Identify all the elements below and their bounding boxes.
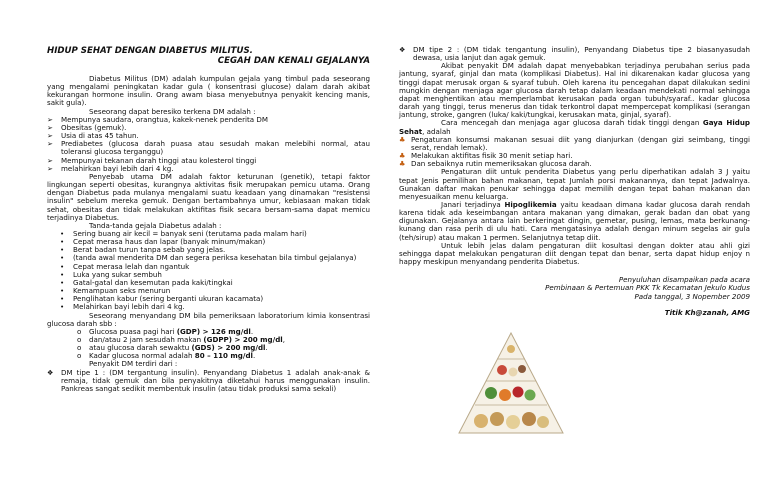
lab-values-list: [47, 328, 370, 361]
list-item-text: Dan sebaiknya rutin memeriksakan glucosa darah.: [411, 159, 592, 169]
list-item: [47, 165, 370, 173]
cause-paragraph: Penyebab utama DM adalah faktor keturunan (genetik), tetapi faktor lingkungan seperti obesitas, kurangnya aktivitas fisik merupakan pemicu utama. Orang dengan Diabetus pada mulanya mengalami suatu keadaan yang dinamakan "resistensi insulin" sebelum mereka gemuk. Dengan bertambahnya umur, kebiasaan makan tidak sehat, obesitas dan tidak melakukan aktifitas fisik secara bersam-sama dapat memicu terjadinya Diabetus.: [47, 171, 370, 222]
dot-bullet-icon: •: [60, 286, 65, 296]
list-item: o Glucosa puasa pagi hari (GDP) > 126 mg/dl.: [77, 326, 254, 336]
list-item-text: Prediabetes (glucosa darah puasa atau sesudah makan melebihi normal, atau toleransi glucosa terganggu): [61, 139, 370, 157]
leaf-bullet-icon: ♣: [399, 159, 406, 169]
complication-paragraph: Akibat penyakit DM adalah dapat menyebabkan terjadinya perubahan serius pada jantung, syaraf, ginjal dan mata (komplikasi Diabetus). Hal ini dikarenakan kadar glucosa yang tinggi dapat merusak organ & syaraf tubuh. Oleh karena itu pencegahan dapat dilakukan sedini mungkin dengan menjaga agar glucosa darah tetap dalam keadaan mendekati normal sehingga dapat menghentikan atau memperlambat kerusakan pada organ tubuh/syaraf.. kadar glucosa darah yang tinggi, terus menerus dan tidak terkontrol dapat mempercepat komplikasi (serangan jantung, stroke, gangren (luka/ kaki/tungkai, kerusakan mata, ginjal, syaraf).: [399, 61, 750, 120]
intro-paragraph: Diabetus Militus (DM) adalah kumpulan gejala yang timbul pada seseorang yang mengalami peningkatan kadar gula ( konsentrasi glucose) dalam darah akibat kekurangan hormone insulin. Orang awam biasa menyebutnya penyakit kencing manis, sakit gula).: [47, 74, 370, 108]
food-pyramid-image: [455, 329, 567, 437]
signs-list: [47, 230, 370, 312]
arrow-bullet-icon: ➢: [47, 155, 53, 165]
diamond-bullet-icon: ❖: [399, 45, 406, 54]
types-intro: Penyakit DM terdiri dari :: [89, 359, 178, 369]
dot-bullet-icon: •: [60, 269, 65, 279]
healthy-lifestyle-label: Gaya Hidup Sehat: [399, 118, 750, 136]
list-item-text: Penglihatan kabur (sering berganti ukuran kacamata): [73, 294, 264, 304]
type1-list: [47, 369, 370, 393]
arrow-bullet-icon: ➢: [47, 114, 53, 124]
list-item-text: Cepat merasa lelah dan ngantuk: [73, 261, 190, 271]
list-item-text: Obesitas (gemuk).: [61, 122, 127, 132]
lab-intro: Seseorang menyandang DM bila pemeriksaan laboratorium kimia konsentrasi glucosa darah sbb :: [47, 310, 370, 328]
arrow-bullet-icon: ➢: [47, 131, 53, 141]
footer-date: Pada tanggal, 3 Nopember 2009: [634, 291, 750, 301]
list-item-text: Gatal-gatal dan kesemutan pada kaki/tingkai: [73, 277, 233, 287]
signs-intro: Tanda-tanda gejala Diabetus adalah :: [89, 220, 222, 230]
document-subtitle: CEGAH DAN KENALI GEJALANYA: [217, 56, 370, 66]
dot-bullet-icon: •: [60, 294, 65, 304]
prevention-list: [399, 136, 750, 169]
list-item-text: Pengaturan konsumsi makanan sesuai diit yang dianjurkan (dengan gizi seimbang, tinggi serat, rendah lemak).: [411, 134, 750, 152]
leaf-bullet-icon: ♣: [399, 151, 406, 161]
arrow-bullet-icon: ➢: [47, 139, 53, 149]
right-column: [399, 46, 750, 317]
list-item: o dan/atau 2 jam sesudah makan (GDPP) > 200 mg/dl,: [77, 335, 285, 344]
left-column: [47, 46, 370, 393]
list-item: o Kadar glucosa normal adalah 80 – 110 mg/dl.: [77, 351, 256, 361]
dot-bullet-icon: •: [60, 261, 65, 271]
author-name: Titik Kh@zanah, AMG: [664, 307, 750, 317]
list-item-text: Berat badan turun tanpa sebab yang jelas.: [73, 245, 226, 255]
list-item-text: Sering buang air kecil = banyak seni (terutama pada malam hari): [73, 228, 307, 238]
closing-paragraph: Untuk lebih jelas dalam pengaturan diit kosultasi dengan dokter atau ahli gizi sehingga dapat melakukan pengaturan diit dengan tepat dan benar, serta dapat hidup enjoy n happy meskipun menyandang penderita Diabetus.: [399, 240, 750, 267]
hypoglycemia-term: Hipoglikemia: [504, 199, 557, 209]
risk-intro: Seseorang dapat beresiko terkena DM adalah :: [89, 106, 256, 116]
document-title: HIDUP SEHAT DENGAN DIABETUS MILITUS.: [47, 46, 253, 56]
list-item: o atau glucosa darah sewaktu (GDS) > 200 mg/dl.: [77, 343, 268, 353]
dot-bullet-icon: •: [60, 277, 65, 287]
dot-bullet-icon: •: [60, 302, 65, 312]
list-item: [47, 140, 370, 156]
dot-bullet-icon: •: [60, 228, 65, 238]
list-item: [399, 160, 750, 168]
circle-bullet-icon: o: [77, 343, 82, 353]
footer-organization: Pembinaan & Pertemuan PKK Tk Kecamatan Jekulo Kudus: [545, 283, 750, 293]
diamond-bullet-icon: ❖: [47, 367, 54, 377]
list-item-text: Melakukan aktifitas fisik 30 menit setiap hari.: [411, 151, 573, 161]
list-item: ❖ DM tipe 2 : (DM tidak tengantung insulin), Penyandang Diabetus tipe 2 biasanyasudah dewasa, usia lanjut dan agak gemuk.: [399, 45, 750, 63]
list-item-text: melahirkan bayi lebih dari 4 kg.: [61, 163, 174, 173]
diet-paragraph: Pengaturan diit untuk penderita Diabetus yang perlu diperhatikan adalah 3 J yaitu tepat Jenis pemilihan bahan makanan, tepat Jumlah porsi makanannya, dan tepat Jadwalnya. Gunakan daftar makan penukar sehingga dapat memilih dengan tepat bahan makanan dan menyesuaikan menu keluarga.: [399, 167, 750, 201]
list-item: [47, 303, 370, 311]
arrow-bullet-icon: ➢: [47, 122, 53, 132]
arrow-bullet-icon: ➢: [47, 163, 53, 173]
circle-bullet-icon: o: [77, 351, 82, 361]
leaf-bullet-icon: ♣: [399, 134, 406, 144]
prevent-intro: Cara mencegah dan menjaga agar glucosa darah tidak tinggi dengan Gaya Hidup Sehat, adalah: [399, 118, 750, 136]
list-item: ❖ DM tipe 1 : (DM tergantung insulin). Penyandang Diabetus 1 adalah anak-anak & remaja, tidak gemuk dan bila penyakitnya diketahui harus menggunakan insulin. Pankreas sangat sedikit membentuk insulin (atau tidak produksi sama sekali): [47, 367, 370, 393]
dot-bullet-icon: •: [60, 253, 65, 263]
circle-bullet-icon: o: [77, 326, 82, 336]
list-item-text: Mempunya saudara, orangtua, kakek-nenek penderita DM: [61, 114, 268, 124]
list-item: [399, 136, 750, 152]
list-item-text: Cepat merasa haus dan lapar (banyak minum/makan): [73, 237, 266, 247]
list-item-text: Kemampuan seks menurun: [73, 286, 171, 296]
hypoglycemia-paragraph: Janari terjadinya Hipoglikemia yaitu keadaan dimana kadar glucosa darah rendah karena tidak ada keseimbangan antara makanan yang dimakan, gerak badan dan obat yang digunakan. Gejalanya antara lain berkeringat dingin, gemetar, pusing, lemas, mata berkunang-kunang dan rasa perih di ulu hati. Cara mengatasinya adalah dengan minum segelas air gula (teh/sirup) atau makan 1 permen. Selanjutnya tetap diit.: [399, 199, 750, 242]
list-item-text: Luka yang sukar sembuh: [73, 269, 162, 279]
list-item-text: (tanda awal menderita DM dan segera periksa kesehatan bila timbul gejalanya): [73, 253, 357, 263]
dot-bullet-icon: •: [60, 237, 65, 247]
circle-bullet-icon: o: [77, 335, 82, 344]
list-item-text: Mempunyai tekanan darah tinggi atau kolesterol tinggi: [61, 155, 257, 165]
footer-event: Penyuluhan disampaikan pada acara: [618, 275, 750, 285]
dot-bullet-icon: •: [60, 245, 65, 255]
list-item-text: Usia di atas 45 tahun.: [61, 131, 139, 141]
list-item-text: Melahirkan bayi lebih dari 4 kg.: [73, 302, 185, 312]
risk-list: [47, 116, 370, 173]
type2-list: [399, 46, 750, 62]
